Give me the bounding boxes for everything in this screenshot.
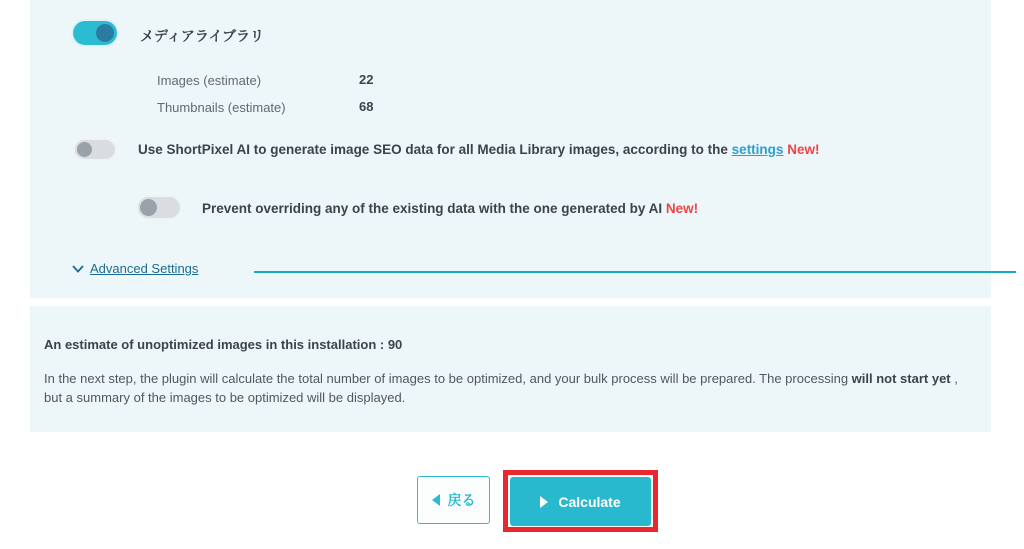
paragraph-bold-text: will not start yet <box>851 371 951 386</box>
images-estimate-value: 22 <box>359 72 374 87</box>
calculate-button-label: Calculate <box>558 493 621 510</box>
images-estimate-label: Images (estimate) <box>157 73 262 88</box>
new-badge: New! <box>665 201 699 216</box>
chevron-down-icon <box>72 265 84 273</box>
thumbnails-estimate-value: 68 <box>359 99 374 114</box>
prevent-override-toggle[interactable] <box>138 197 180 218</box>
paragraph-text: , but a summary of the images to be optimized will be displayed. <box>44 371 958 405</box>
prevent-override-text <box>202 201 698 216</box>
settings-link[interactable]: settings <box>731 142 784 157</box>
back-arrow-icon <box>432 494 440 506</box>
back-button-label: 戻る <box>447 492 476 508</box>
toggle-knob <box>96 24 114 42</box>
toggle-knob <box>140 199 157 216</box>
unoptimized-estimate-text: An estimate of unoptimized images in this installation : 90 <box>44 337 403 352</box>
thumbnails-estimate-label: Thumbnails (estimate) <box>157 100 286 115</box>
prevent-override-text-main: Prevent overriding any of the existing data with the one generated by AI <box>202 201 663 216</box>
media-library-toggle[interactable] <box>73 21 117 45</box>
ai-seo-text-main: Use ShortPixel AI to generate image SEO data for all Media Library images, according to the <box>138 142 732 157</box>
advanced-settings-toggle[interactable] <box>72 261 198 276</box>
calculate-button[interactable] <box>510 477 651 526</box>
back-button[interactable] <box>417 476 490 524</box>
next-step-paragraph <box>44 369 978 407</box>
new-badge: New! <box>787 142 820 157</box>
advanced-settings-link[interactable]: Advanced Settings <box>90 261 199 276</box>
media-library-label: メディアライブラリ <box>140 28 265 44</box>
media-library-panel <box>30 0 991 298</box>
paragraph-text: In the next step, the plugin will calculate the total number of images to be optimized, and your bulk process will be prepared. The processing <box>44 371 852 386</box>
ai-seo-toggle[interactable] <box>75 140 115 159</box>
toggle-knob <box>77 142 92 157</box>
forward-arrow-icon <box>540 496 548 508</box>
ai-seo-text <box>138 142 819 157</box>
advanced-settings-divider <box>254 271 1016 273</box>
